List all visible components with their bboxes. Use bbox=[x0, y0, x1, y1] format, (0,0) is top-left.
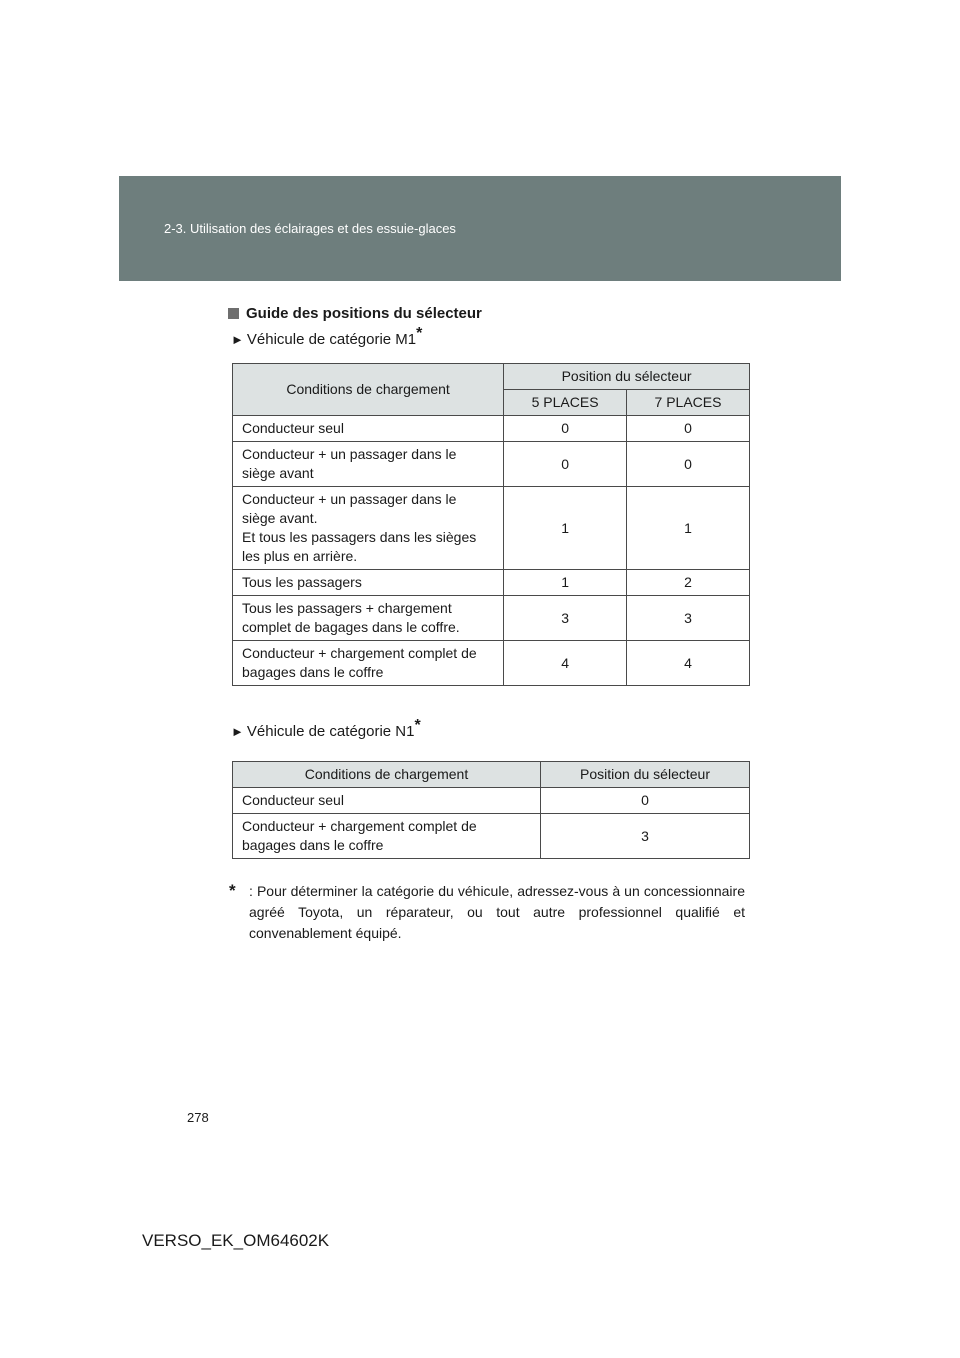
n1-subheading-text: Véhicule de catégorie N1 bbox=[246, 723, 415, 740]
footnote-text: : Pour déterminer la catégorie du véhicule, adressez-vous à un concessionnaire agréé Toyota, un réparateur, ou tout autre professionnel qualifié et convenablement équipé. bbox=[249, 883, 745, 941]
condition-line: siège avant. bbox=[242, 510, 318, 526]
condition-cell bbox=[233, 416, 504, 442]
m1-table bbox=[232, 363, 750, 686]
m1-subheading-text: Véhicule de catégorie M1 bbox=[246, 331, 417, 348]
triangle-bullet-icon: ► bbox=[231, 724, 244, 739]
footnote-star: * bbox=[229, 881, 236, 900]
page-number: 278 bbox=[187, 1110, 209, 1125]
footnote-marker: * bbox=[414, 717, 421, 734]
table-row bbox=[233, 596, 750, 641]
value-7-places: 0 bbox=[627, 416, 750, 442]
chapter-header bbox=[119, 176, 841, 281]
condition-line: bagages dans le coffre bbox=[242, 664, 384, 680]
condition-cell bbox=[233, 788, 541, 814]
condition-cell bbox=[233, 442, 504, 487]
value-5-places: 3 bbox=[504, 596, 627, 641]
footnote-marker: * bbox=[416, 325, 423, 342]
section-heading bbox=[228, 305, 482, 322]
condition-line: complet de bagages dans le coffre. bbox=[242, 619, 460, 635]
heading-text: Guide des positions du sélecteur bbox=[246, 305, 482, 322]
col-header-position: Position du sélecteur bbox=[504, 364, 750, 390]
condition-cell bbox=[233, 641, 504, 686]
value-5-places: 0 bbox=[504, 416, 627, 442]
table-row bbox=[233, 487, 750, 570]
n1-subheading bbox=[231, 717, 421, 740]
position-value: 3 bbox=[541, 814, 750, 859]
table-row bbox=[233, 570, 750, 596]
value-7-places: 2 bbox=[627, 570, 750, 596]
square-bullet-icon bbox=[228, 308, 239, 319]
condition-cell bbox=[233, 487, 504, 570]
value-5-places: 1 bbox=[504, 487, 627, 570]
condition-cell bbox=[233, 814, 541, 859]
condition-line: les plus en arrière. bbox=[242, 548, 358, 564]
value-5-places: 0 bbox=[504, 442, 627, 487]
section-title: 2-3. Utilisation des éclairages et des essuie-glaces bbox=[164, 221, 456, 236]
triangle-bullet-icon: ► bbox=[231, 332, 244, 347]
document-code: VERSO_EK_OM64602K bbox=[142, 1231, 330, 1250]
table-row bbox=[233, 416, 750, 442]
condition-line: Conducteur seul bbox=[242, 420, 344, 436]
condition-line: Tous les passagers bbox=[242, 574, 362, 590]
condition-line: Conducteur + chargement complet de bbox=[242, 818, 477, 834]
value-7-places: 1 bbox=[627, 487, 750, 570]
col-header-position: Position du sélecteur bbox=[541, 762, 750, 788]
value-5-places: 1 bbox=[504, 570, 627, 596]
condition-line: Conducteur + un passager dans le bbox=[242, 491, 457, 507]
col-header-5-places: 5 PLACES bbox=[504, 390, 627, 416]
value-7-places: 3 bbox=[627, 596, 750, 641]
position-value: 0 bbox=[541, 788, 750, 814]
table-row bbox=[233, 641, 750, 686]
table-row bbox=[233, 788, 750, 814]
n1-table bbox=[232, 761, 750, 859]
condition-line: Conducteur + chargement complet de bbox=[242, 645, 477, 661]
value-7-places: 4 bbox=[627, 641, 750, 686]
condition-line: siège avant bbox=[242, 465, 314, 481]
condition-cell bbox=[233, 596, 504, 641]
value-7-places: 0 bbox=[627, 442, 750, 487]
table-header-row bbox=[233, 762, 750, 788]
table-header-row bbox=[233, 364, 750, 390]
m1-subheading bbox=[231, 325, 423, 348]
condition-line: Et tous les passagers dans les sièges bbox=[242, 529, 477, 545]
condition-line: Tous les passagers + chargement bbox=[242, 600, 452, 616]
table-row bbox=[233, 442, 750, 487]
table-row bbox=[233, 814, 750, 859]
footnote bbox=[229, 880, 745, 944]
value-5-places: 4 bbox=[504, 641, 627, 686]
condition-line: Conducteur + un passager dans le bbox=[242, 446, 457, 462]
col-header-conditions: Conditions de chargement bbox=[233, 364, 504, 416]
col-header-7-places: 7 PLACES bbox=[627, 390, 750, 416]
condition-line: bagages dans le coffre bbox=[242, 837, 384, 853]
condition-line: Conducteur seul bbox=[242, 792, 344, 808]
condition-cell bbox=[233, 570, 504, 596]
col-header-conditions: Conditions de chargement bbox=[233, 762, 541, 788]
